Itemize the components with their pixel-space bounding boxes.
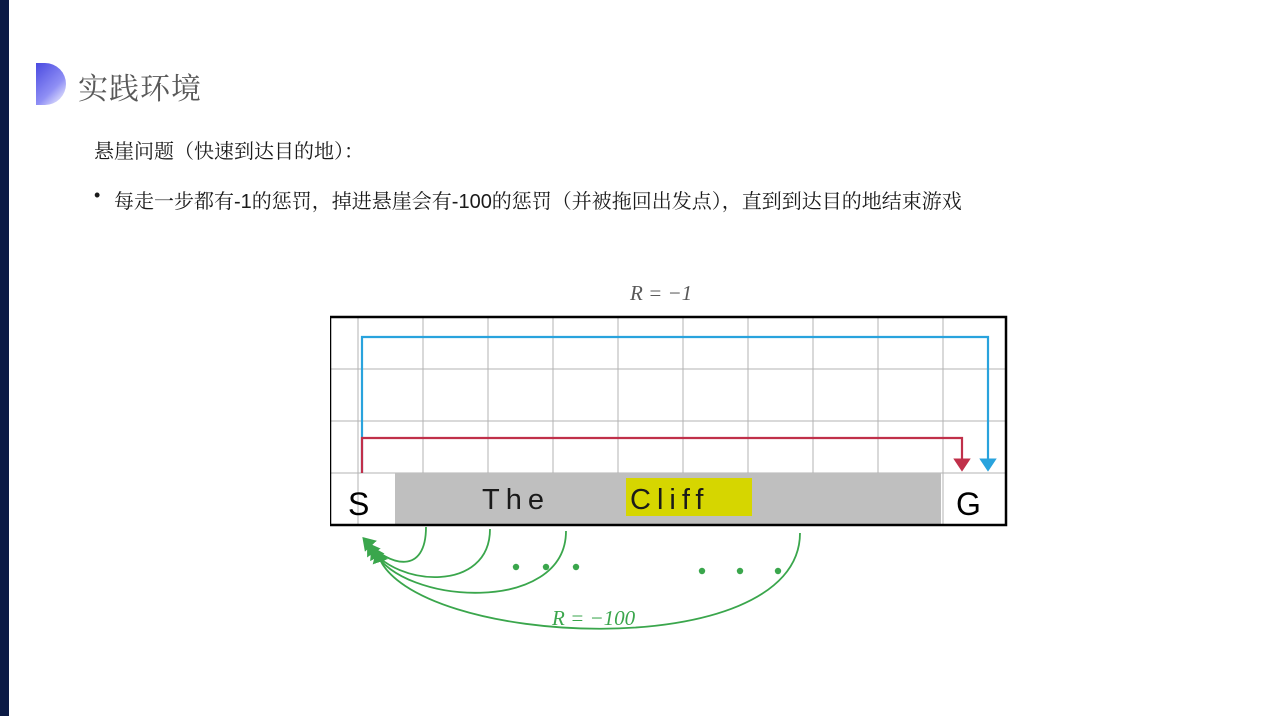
- subtitle-text: 悬崖问题（快速到达目的地）：: [94, 141, 364, 163]
- title-decoration-icon: [36, 63, 66, 105]
- bullet-item: [94, 185, 962, 214]
- cliff-label-the: The: [482, 484, 550, 516]
- cliff-label-cliff: Cliff: [630, 484, 710, 516]
- start-cell-label: S: [348, 486, 370, 522]
- bullet-marker-icon: •: [94, 185, 101, 205]
- reward-step-label: R = −1: [630, 281, 693, 305]
- cliff-walking-figure: [330, 275, 1050, 675]
- page-title: 实践环境: [78, 73, 202, 106]
- safe-path-line: [362, 337, 988, 473]
- reward-cliff-label: R = −100: [552, 606, 636, 630]
- slide-left-accent-bar: [0, 0, 9, 716]
- goal-cell-label: G: [956, 486, 981, 522]
- bullet-item-text: 每走一步都有-1的惩罚，掉进悬崖会有-100的惩罚（并被拖回出发点），直到到达目的地结束游戏: [114, 191, 962, 213]
- optimal-path-line: [362, 438, 962, 473]
